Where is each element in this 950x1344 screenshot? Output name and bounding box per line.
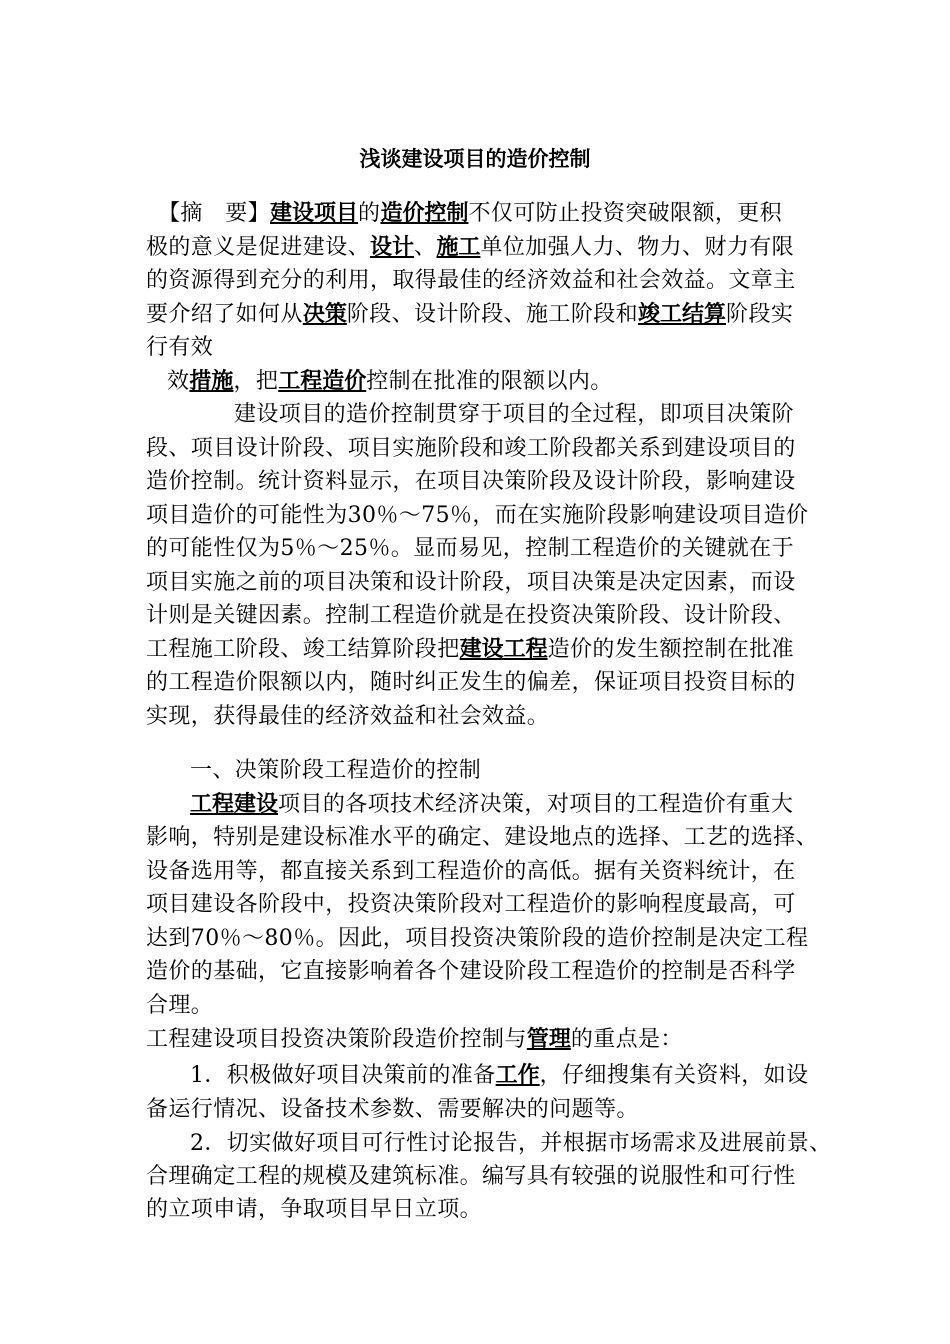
body-paragraph-line: 工程建设项目的各项技术经济决策，对项目的工程造价有重大 (190, 792, 794, 817)
keyword-link[interactable]: 措施 (189, 369, 234, 394)
body-paragraph-line: 达到70％～80％。因此，项目投资决策阶段的造价控制是决定工程 (146, 926, 809, 951)
abstract-line-4: 要介绍了如何从决策阶段、设计阶段、施工阶段和竣工结算阶段实 (146, 302, 794, 327)
body-paragraph-line: 合理。 (146, 993, 214, 1018)
list-item-2-line: 2．切实做好项目可行性讨论报告，并根据市场需求及进展前景、 (190, 1131, 832, 1156)
abstract-line-2: 极的意义是促进建设、设计、施工单位加强人力、物力、财力有限 (146, 235, 795, 260)
body-paragraph-line: 的可能性仅为5％～25％。显而易见，控制工程造价的关键就在于 (146, 536, 794, 561)
keyword-link[interactable]: 管理 (526, 1027, 571, 1052)
list-item-2-line: 合理确定工程的规模及建筑标准。编写具有较强的说服性和可行性 (146, 1164, 796, 1189)
keyword-link[interactable]: 施工 (436, 235, 481, 260)
body-paragraph-line: 造价控制。统计资料显示，在项目决策阶段及设计阶段，影响建设 (146, 469, 796, 494)
keyword-link[interactable]: 工程造价 (278, 369, 367, 394)
body-paragraph-line: 项目实施之前的项目决策和设计阶段，项目决策是决定因素，而设 (146, 570, 796, 595)
abstract-line-3: 的资源得到充分的利用，取得最佳的经济效益和社会效益。文章主 (146, 268, 796, 293)
keyword-link[interactable]: 建设工程 (459, 637, 548, 662)
body-paragraph-line: 工程施工阶段、竣工结算阶段把建设工程造价的发生额控制在批准 (146, 637, 795, 662)
keyword-link[interactable]: 设计 (370, 235, 415, 260)
keyword-link[interactable]: 工程建设 (190, 792, 279, 817)
keyword-link[interactable]: 造价控制 (380, 201, 469, 226)
abstract-line-1: 【摘 要】建设项目的造价控制不仅可防止投资突破限额，更积 (158, 201, 783, 226)
keyword-link[interactable]: 决策 (302, 302, 347, 327)
keyword-link[interactable]: 工作 (495, 1063, 540, 1088)
keyword-link[interactable]: 竣工结算 (638, 302, 727, 327)
abstract-line-5: 行有效 (146, 335, 214, 360)
body-paragraph-line: 项目造价的可能性为30％～75％，而在实施阶段影响建设项目造价 (146, 503, 809, 528)
body-paragraph-line: 设备选用等，都直接关系到工程造价的高低。据有关资料统计，在 (146, 859, 796, 884)
body-paragraph-line: 项目建设各阶段中，投资决策阶段对工程造价的影响程度最高，可 (146, 892, 796, 917)
document-title: 浅谈建设项目的造价控制 (359, 147, 591, 171)
body-paragraph-line: 段、项目设计阶段、项目实施阶段和竣工阶段都关系到建设项目的 (146, 436, 796, 461)
list-item-2-line: 的立项申请，争取项目早日立项。 (146, 1197, 483, 1222)
list-item-1-line: 备运行情况、设备技术参数、需要解决的问题等。 (146, 1097, 639, 1122)
list-item-1-line: 1．积极做好项目决策前的准备工作，仔细搜集有关资料，如设 (190, 1063, 809, 1088)
body-paragraph-line: 的工程造价限额以内，随时纠正发生的偏差，保证项目投资目标的 (146, 670, 796, 695)
abstract-line-6: 效措施，把工程造价控制在批准的限额以内。 (167, 369, 613, 394)
section-heading: 一、决策阶段工程造价的控制 (190, 758, 482, 783)
body-paragraph-line: 实现，获得最佳的经济效益和社会效益。 (146, 704, 550, 729)
body-paragraph-line: 影响，特别是建设标准水平的确定、建设地点的选择、工艺的选择、 (146, 825, 819, 850)
body-paragraph-line: 工程建设项目投资决策阶段造价控制与管理的重点是： (146, 1027, 683, 1052)
body-paragraph-line: 计则是关键因素。控制工程造价就是在投资决策阶段、设计阶段、 (146, 603, 796, 628)
body-paragraph-line: 造价的基础，它直接影响着各个建设阶段工程造价的控制是否科学 (146, 959, 796, 984)
body-paragraph-line: 建设项目的造价控制贯穿于项目的全过程，即项目决策阶 (234, 402, 795, 427)
keyword-link[interactable]: 建设项目 (270, 201, 359, 226)
